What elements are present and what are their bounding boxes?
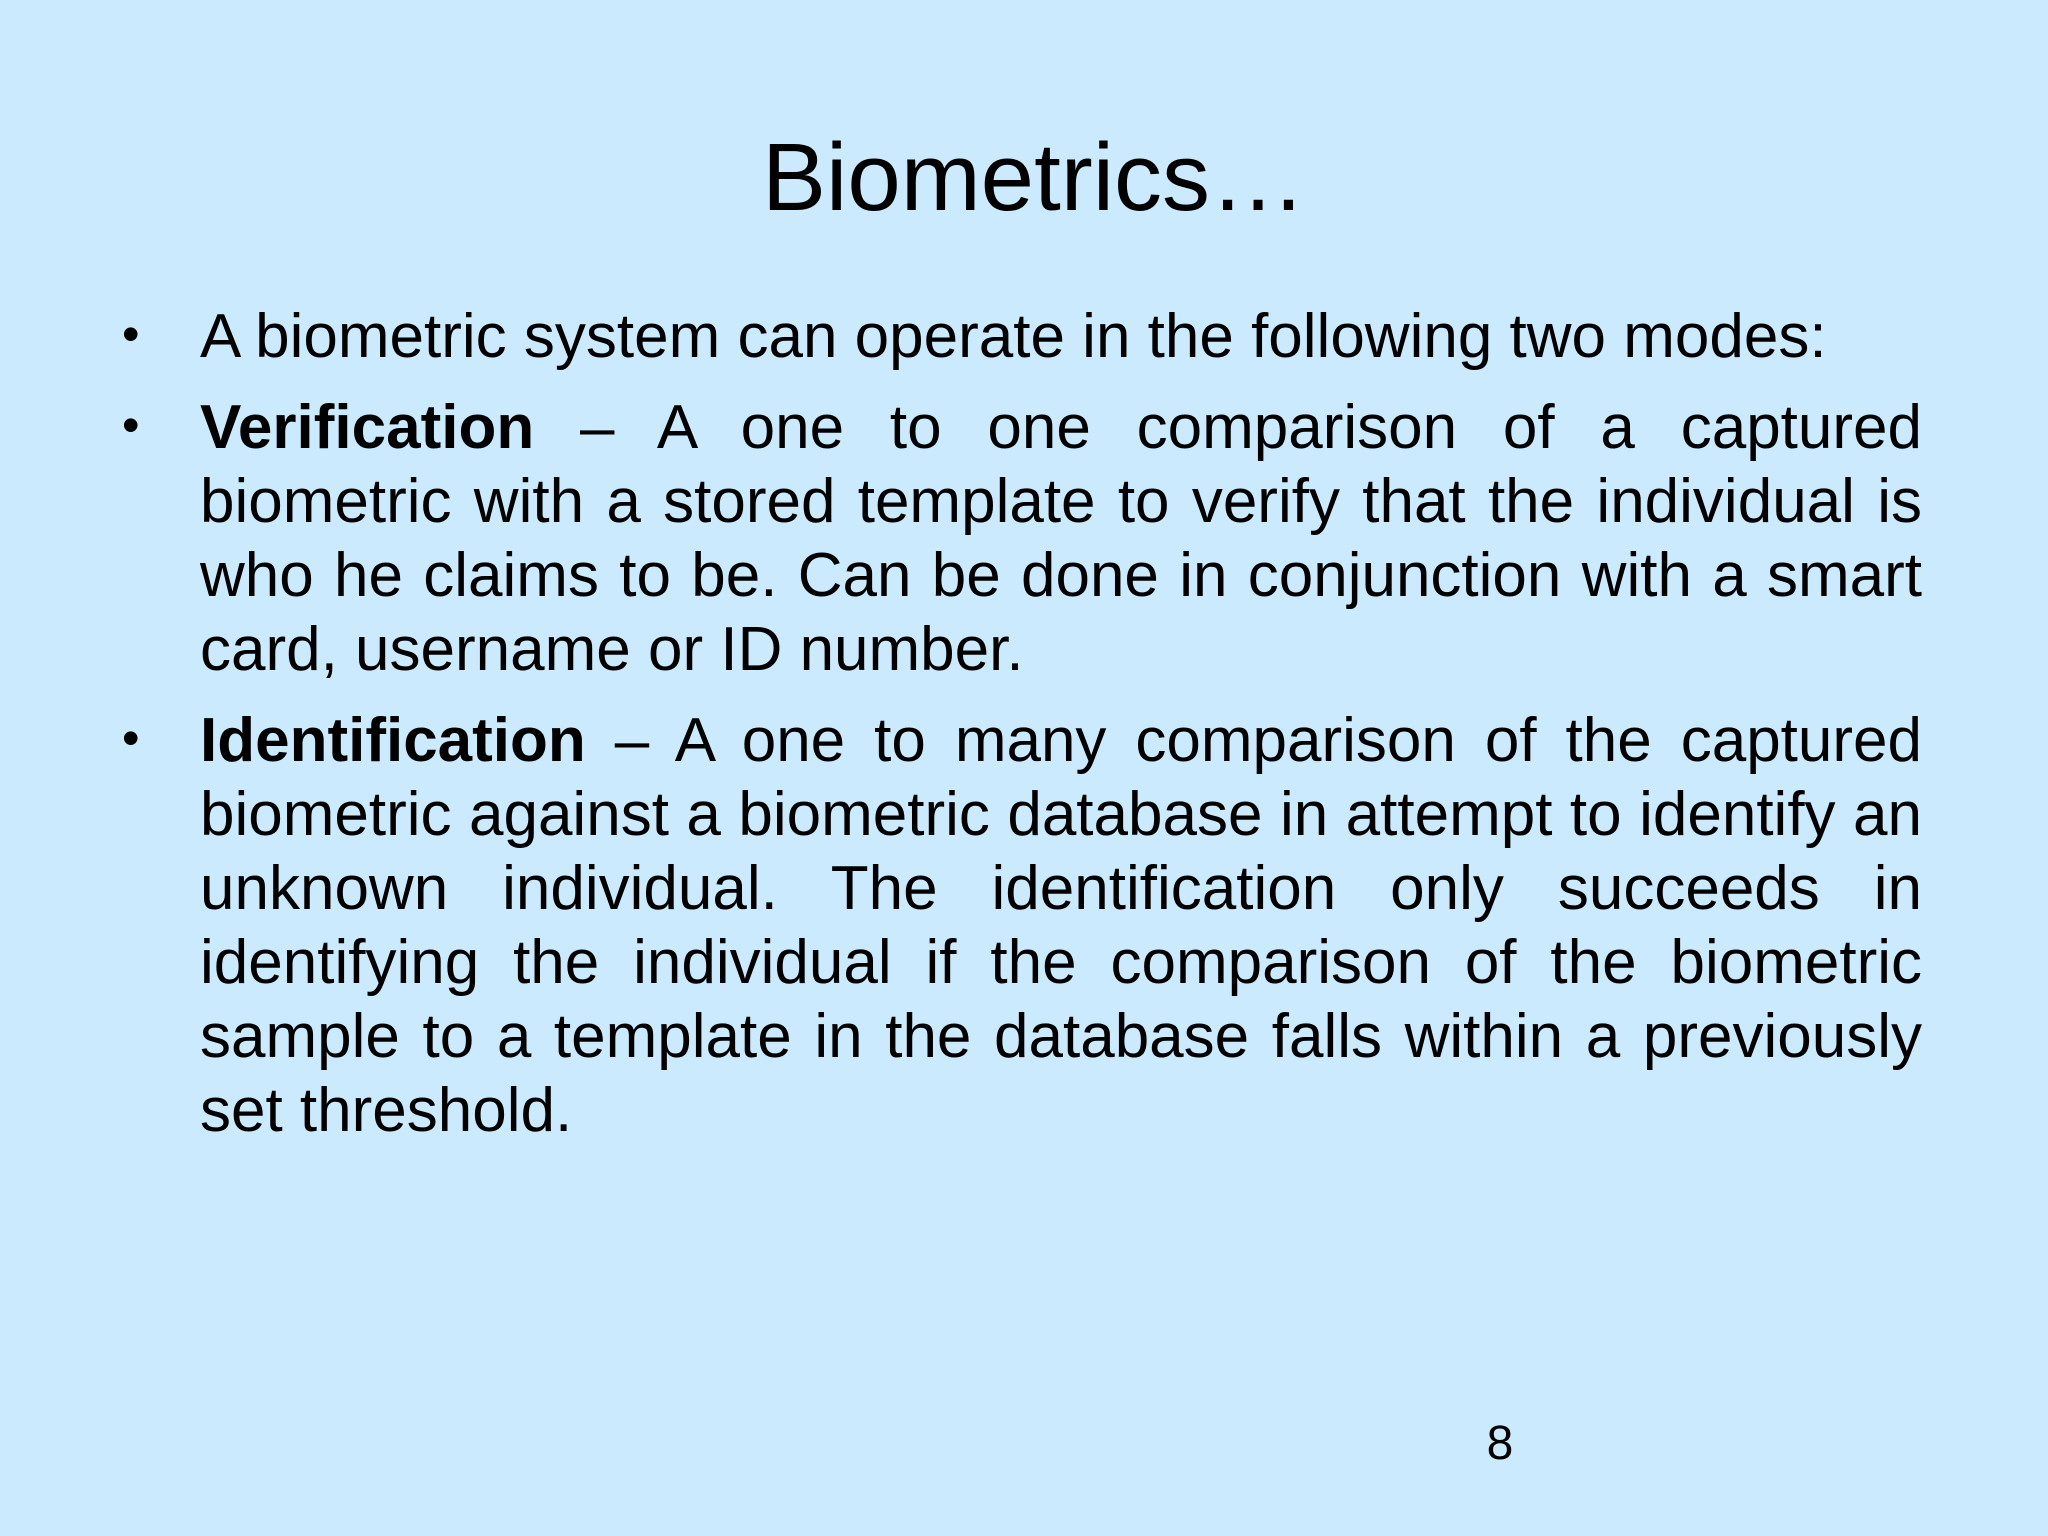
bullet-item-identification	[122, 704, 1922, 1148]
slide-title: Biometrics…	[761, 124, 1307, 231]
bullet-text-identification: – A one to many comparison of the captured biometric against a biometric database in attempt to identify an unknown individual. The identification only succeeds in identifying the individual if the comparison of the biometric sample to a template in the database falls within a previously set threshold.	[200, 706, 1922, 1145]
bullet-text-verification: – A one to one comparison of a captured biometric with a stored template to verify that the individual is who he claims to be. Can be done in conjunction with a smart card, username or ID number.	[200, 393, 1922, 684]
bullet-icon: •	[122, 397, 140, 453]
bullet-icon: •	[122, 306, 140, 362]
bullet-term-verification: Verification	[200, 393, 535, 462]
bullet-term-identification: Identification	[200, 706, 586, 775]
page-number: 8	[1486, 1417, 1514, 1470]
bullet-icon: •	[122, 710, 140, 766]
bullet-list	[122, 300, 1922, 1165]
bullet-item-verification	[122, 391, 1922, 687]
bullet-item-modes	[122, 300, 1922, 374]
bullet-text: A biometric system can operate in the following two modes:	[200, 302, 1827, 371]
